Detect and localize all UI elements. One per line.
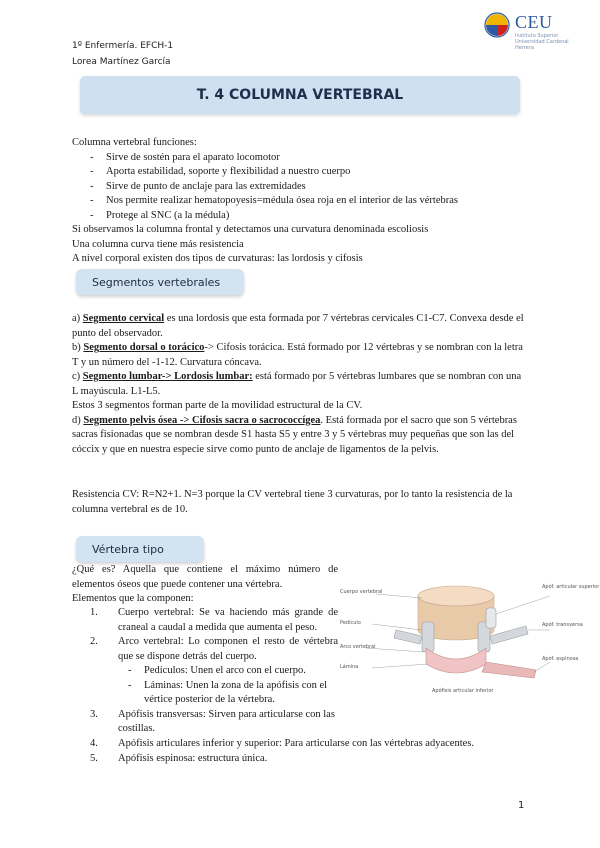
item-number: 3. [90,708,98,720]
header-author-block [72,38,173,70]
list-item [72,606,338,635]
vertebra-heading-label: Vértebra tipo [92,542,164,556]
resistance-line: Una columna curva tiene más resistencia [72,238,244,250]
resistance-formula: Resistencia CV: R=N2+1. N=3 porque la CV vertebral tiene 3 curvaturas, por lo tanto la resistencia de la columna vertebral es de 10. [72,489,513,515]
superior-articular-process [486,608,496,628]
segment-cervical-title: Segmento cervical [82,313,165,324]
label-pedicle: Pedículo [340,620,361,626]
transverse-process-left [394,630,422,644]
pedicle-left [422,622,434,652]
list-item: - Aporta estabilidad, soporte y flexibilidad a nuestro cuerpo [72,165,528,180]
title-banner [80,76,520,114]
item-text: Apófisis espinosa: estructura única. [118,752,268,764]
segment-cervical [72,312,528,341]
segments-heading [76,269,244,295]
sub-list-item: - Láminas: Unen la zona de la apófisis con el vértice posterior de la vértebra. [72,679,338,708]
segment-marker: d) [72,414,84,426]
logo-wordmark: CEU [515,12,553,32]
label-superior-articular: Apóf. articular superior [542,584,600,590]
segments-heading-label: Segmentos vertebrales [92,275,221,289]
sub-list-item: - Pedículos: Unen el arco con el cuerpo. [72,664,338,679]
item-number: 5. [90,752,98,764]
logo-subtitle [515,33,585,51]
segment-marker: c) [72,371,83,382]
logo-subtitle-line-1: Instituto Superior [515,33,559,39]
label-arch: Arco vertebral [340,644,376,650]
figure-caption: Apófisis articular inferior [432,688,494,694]
item-number: 2. [90,636,98,647]
item-number: 1. [90,607,98,618]
elements-heading: Elementos que la componen: [72,593,194,604]
segment-dorsal [72,341,528,370]
segment-marker: a) [72,313,83,324]
functions-heading: Columna vertebral funciones: [72,137,197,148]
vertebra-definition: ¿Qué es? Aquella que contiene el máximo número de elementos óseos que puede contener una vértebra. [72,564,338,590]
list-item: - Nos permite realizar hematopoyesis=médula ósea roja en el interior de las vértebras [72,194,528,209]
vertebra-heading [76,536,204,562]
ceu-emblem-icon [484,12,510,38]
curvatures-line: A nivel corporal existen dos tipos de curvaturas: las lordosis y cifosis [72,253,363,264]
elements-list-continued [72,737,528,766]
segment-cervical-text: es una lordosis que esta formada por 7 vértebras cervicales C1-C7. Convexa desde el punto del observador. [72,313,524,339]
item-text: Apófisis articulares inferior y superior: Para articularse con las vértebras adyacentes. [118,738,474,749]
ceu-logo [484,12,584,52]
list-item [72,708,338,737]
label-body: Cuerpo vertebral [340,589,383,595]
list-item: - Protege al SNC (a la médula) [72,209,528,224]
logo-subtitle-line-2: Universidad Cardenal Herrera [515,39,569,51]
list-item: - Sirve de punto de anclaje para las extremidades [72,180,528,195]
label-spinous: Apóf. espinosa [542,656,579,662]
segment-sacral-title: Segmento pelvis ósea -> Cifosis sacra o sacrococcígea [83,414,321,426]
elements-list [72,606,338,737]
page-title: T. 4 COLUMNA VERTEBRAL [196,87,404,103]
segment-dorsal-text: -> Cifosis torácica. Está formado por 12 vértebras y se nombran con la letra T y un número del -1-12. Curvatura cóncava. [72,342,523,368]
spinous-process [482,662,536,678]
item-number: 4. [90,738,98,749]
segment-sacral-text: . Está formada por el sacro que son 5 vértebras sacras fisionadas que se nombran desde S1 hasta S5 y entre 3 y 5 vértebras muy pequeñas que son las del cóccix y que en nuestra especie sirve como punto de anclaje de ligamentos de la pelvis. [72,414,517,455]
item-text: Apófisis transversas: Sirven para articularse con las costillas. [118,708,335,734]
item-text: Cuerpo vertebral: Se va haciendo más grande de craneal a caudal a medida que aumenta el peso. [118,607,338,633]
segments-section [72,312,528,457]
segments-note: Estos 3 segmentos forman parte de la movilidad estructural de la CV. [72,400,363,411]
page-number: 1 [518,800,525,811]
segment-marker: b) [72,342,84,353]
segment-lumbar-text: está formado por 5 vértebras lumbares que se nombran con una L mayúscula. L1-L5. [72,371,522,397]
segment-lumbar [72,370,528,399]
list-item [72,635,338,664]
label-transverse: Apóf. transversa [542,622,583,628]
functions-list [72,151,528,224]
list-item [72,752,528,767]
list-item [72,737,528,752]
vertebra-illustration [336,578,600,696]
transverse-process [490,626,528,644]
author-name: Lorea Martínez García [72,57,171,67]
intro-section [72,136,528,267]
label-lamina: Lámina [340,664,359,670]
segment-sacral [72,414,528,458]
scoliosis-line: Si observamos la columna frontal y detectamos una curvatura denominada escoliosis [72,224,429,235]
course-label: 1º Enfermería. EFCH-1 [72,41,174,51]
item-text: Arco vertebral: Lo componen el resto de vértebra que se dispone detrás del cuerpo. [118,636,338,662]
list-item: - Sirve de sostén para el aparato locomotor [72,151,528,166]
segment-dorsal-title: Segmento dorsal o torácico [83,342,205,353]
lamina [426,648,486,673]
segment-lumbar-title: Segmento lumbar-> Lordosis lumbar: [82,371,253,382]
